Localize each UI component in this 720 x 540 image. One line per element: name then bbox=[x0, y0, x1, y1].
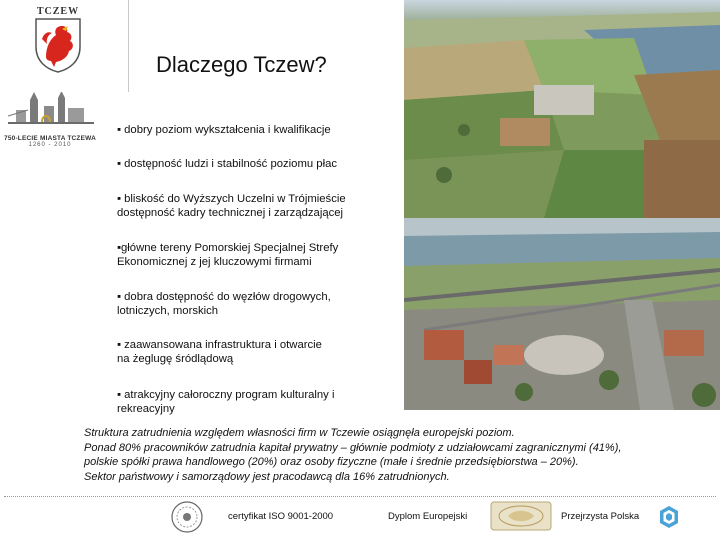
page-title: Dlaczego Tczew? bbox=[156, 52, 327, 77]
griffin-shield-icon bbox=[32, 17, 84, 73]
bullet-item-culture bbox=[117, 388, 397, 416]
bullet-line: lotniczych, morskich bbox=[117, 305, 219, 317]
bullet-line: ▪ zaawansowana infrastruktura i otwarcie bbox=[117, 339, 322, 351]
transparent-poland-icon bbox=[657, 505, 681, 529]
bullet-line: rekreacyjny bbox=[117, 403, 175, 415]
bullet-line: Ekonomicznej z jej kluczowymi firmami bbox=[117, 256, 312, 268]
bullet-item-transport bbox=[117, 290, 397, 318]
employment-structure-paragraph bbox=[84, 426, 714, 484]
transparent-poland-label: Przejrzysta Polska bbox=[561, 511, 640, 522]
bullet-line: ▪ dobra dostępność do węzłów drogowych, bbox=[117, 291, 331, 303]
iso-seal-icon bbox=[156, 500, 218, 534]
jubilee-years: 1260 - 2010 bbox=[28, 142, 72, 148]
footer-separator bbox=[4, 496, 716, 497]
paragraph-line: Struktura zatrudnienia względem własności firm w Tczewie osiągnęła europejski poziom. bbox=[84, 427, 515, 439]
bullet-item-infrastructure bbox=[117, 338, 397, 366]
crest-title: TCZEW bbox=[36, 6, 80, 17]
header-divider bbox=[128, 0, 129, 92]
european-diploma-logo bbox=[490, 501, 552, 536]
bullet-line: ▪ dostępność ludzi i stabilność poziomu płac bbox=[117, 158, 338, 170]
city-jubilee-logo bbox=[2, 92, 98, 150]
paragraph-line: Ponad 80% pracowników zatrudnia kapitał prywatny – głównie podmioty z udziałowcami zagranicznymi (41%), bbox=[84, 441, 622, 454]
jubilee-text: 750-LECIE MIASTA TCZEWA bbox=[4, 135, 96, 142]
bullet-item-education bbox=[117, 123, 397, 137]
european-diploma-label: Dyplom Europejski bbox=[388, 511, 468, 522]
diploma-emblem-icon bbox=[490, 501, 552, 531]
bullet-item-labour bbox=[117, 157, 397, 171]
transparent-poland-logo bbox=[657, 505, 681, 534]
iso-certificate-logo bbox=[156, 500, 218, 539]
paragraph-line: polskie spółki prawa handlowego (20%) oraz osoby fizyczne (małe i średnie przedsiębiorstwa – 20%). bbox=[84, 456, 579, 468]
bullet-line: ▪ atrakcyjny całoroczny program kulturalny i bbox=[117, 389, 335, 401]
paragraph-line: Sektor państwowy i samorządowy jest pracodawcą dla 16% zatrudnionych. bbox=[84, 470, 450, 483]
aerial-city-photo bbox=[404, 0, 720, 410]
bullet-line: ▪ bliskość do Wyższych Uczelni w Trójmieście bbox=[117, 193, 346, 205]
bullet-item-universities bbox=[117, 192, 397, 220]
bullet-line: ▪główne tereny Pomorskiej Specjalnej Strefy bbox=[117, 242, 339, 254]
tczew-coat-of-arms bbox=[32, 6, 84, 76]
town-skyline-icon bbox=[2, 92, 98, 130]
bullet-line: dostępność kadry technicznej i zarządzającej bbox=[117, 207, 344, 219]
bullet-line: na żeglugę śródlądową bbox=[117, 353, 234, 365]
iso-certificate-label: certyfikat ISO 9001-2000 bbox=[228, 511, 334, 522]
aerial-photo-illustration bbox=[404, 0, 720, 410]
bullet-line: ▪ dobry poziom wykształcenia i kwalifikacje bbox=[117, 124, 331, 136]
bullet-item-economic-zone bbox=[117, 241, 397, 269]
